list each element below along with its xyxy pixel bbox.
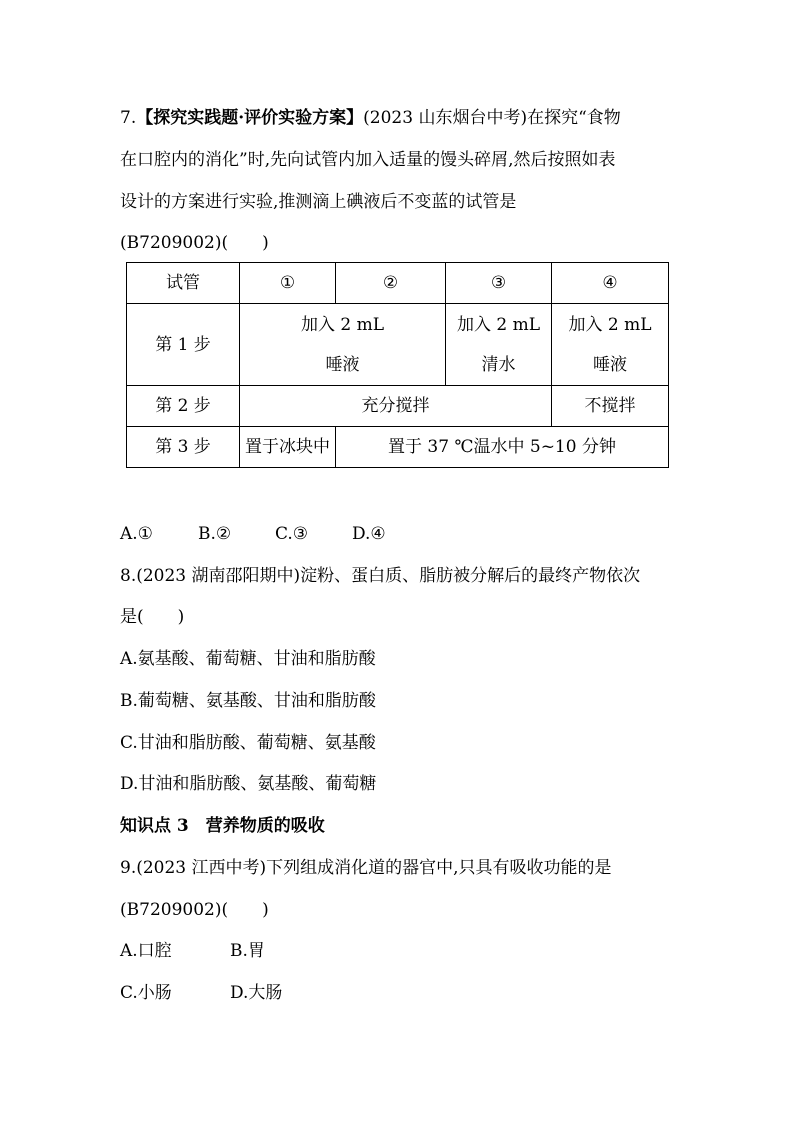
step1-tube-3: 加入 2 mL 清水: [446, 304, 552, 386]
q9-option-a[interactable]: A.口腔: [120, 941, 172, 961]
q7-number: 7.: [120, 108, 137, 128]
q7-option-a[interactable]: A.①: [120, 524, 153, 544]
q8-option-d[interactable]: D.甘油和脂肪酸、氨基酸、葡萄糖: [120, 774, 377, 794]
table-header-row: [127, 263, 669, 304]
q7-line-1-text: (2023 山东烟台中考)在探究“食物: [363, 108, 621, 128]
step1-tube-4: 加入 2 mL 唾液: [552, 304, 669, 386]
table-header-cell: ②: [336, 263, 446, 304]
q7-option-d[interactable]: D.④: [352, 524, 386, 544]
table-header-cell: ①: [240, 263, 336, 304]
table-header-cell: ③: [446, 263, 552, 304]
table-header-cell: ④: [552, 263, 669, 304]
q9-option-b[interactable]: B.胃: [230, 941, 265, 961]
step-label: 第 3 步: [127, 427, 240, 468]
q9-option-d[interactable]: D.大肠: [230, 983, 283, 1003]
q8-line-2: 是( ): [120, 607, 185, 627]
section-heading: 知识点 3 营养物质的吸收: [120, 816, 325, 836]
q7-option-b[interactable]: B.②: [198, 524, 232, 544]
q7-category-tag: 【探究实践题·评价实验方案】: [136, 108, 364, 128]
q9-option-c[interactable]: C.小肠: [120, 983, 172, 1003]
step-label: 第 1 步: [127, 304, 240, 386]
table-header-cell: 试管: [127, 263, 240, 304]
q8-option-a[interactable]: A.氨基酸、葡萄糖、甘油和脂肪酸: [120, 649, 376, 669]
q8-line-1: 8.(2023 湖南邵阳期中)淀粉、蛋白质、脂肪被分解后的最终产物依次: [120, 566, 641, 586]
q8-option-c[interactable]: C.甘油和脂肪酸、葡萄糖、氨基酸: [120, 733, 376, 753]
table-row-step-1: [127, 304, 669, 386]
experiment-table: [126, 262, 669, 468]
q7-line-3: 设计的方案进行实验,推测滴上碘液后不变蓝的试管是: [120, 192, 517, 212]
q9-line-2: (B7209002)( ): [120, 900, 269, 920]
step2-tube-4: 不搅拌: [552, 386, 669, 427]
q7-line-2: 在口腔内的消化”时,先向试管内加入适量的馒头碎屑,然后按照如表: [120, 150, 616, 170]
step1-tubes-1-2: 加入 2 mL 唾液: [240, 304, 446, 386]
step2-tubes-1-3: 充分搅拌: [240, 386, 552, 427]
q7-line-4: (B7209002)( ): [120, 233, 269, 253]
table-row-step-3: [127, 427, 669, 468]
q7-option-c[interactable]: C.③: [275, 524, 309, 544]
q9-line-1: 9.(2023 江西中考)下列组成消化道的器官中,只具有吸收功能的是: [120, 858, 612, 878]
step-label: 第 2 步: [127, 386, 240, 427]
step3-tube-1: 置于冰块中: [240, 427, 336, 468]
table-row-step-2: [127, 386, 669, 427]
q8-option-b[interactable]: B.葡萄糖、氨基酸、甘油和脂肪酸: [120, 691, 376, 711]
step3-tubes-2-4: 置于 37 ℃温水中 5~10 分钟: [336, 427, 669, 468]
q7-line-1: [120, 106, 621, 130]
